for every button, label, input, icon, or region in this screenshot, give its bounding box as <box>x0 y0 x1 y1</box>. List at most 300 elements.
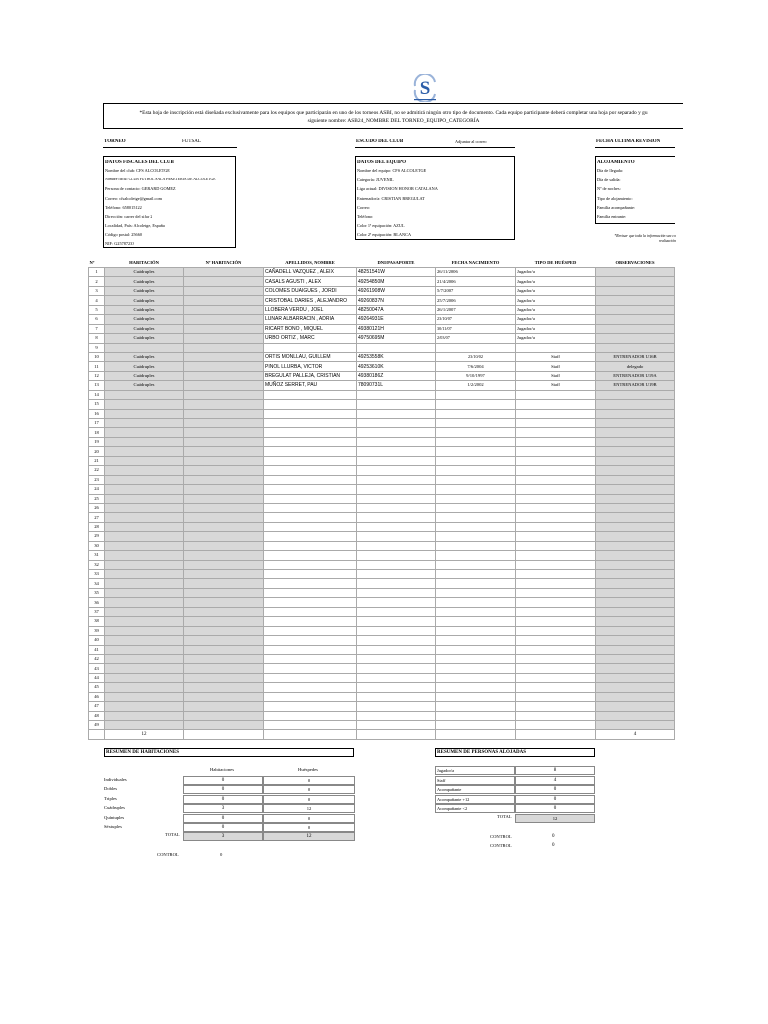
room-number-cell[interactable] <box>184 362 264 371</box>
room-number-cell[interactable] <box>184 664 264 673</box>
guest-id-cell[interactable] <box>357 588 436 597</box>
room-type-cell[interactable] <box>105 532 184 541</box>
notes-cell[interactable] <box>596 683 675 692</box>
room-type-cell[interactable] <box>105 456 184 465</box>
guest-type-cell[interactable]: Jugador/a <box>516 315 596 324</box>
room-type-cell[interactable] <box>105 579 184 588</box>
guest-id-cell[interactable]: 49254850M <box>357 277 436 286</box>
guest-id-cell[interactable] <box>357 579 436 588</box>
room-type-cell[interactable]: Cuádruples <box>105 381 184 390</box>
notes-cell[interactable] <box>596 522 675 531</box>
guest-id-cell[interactable] <box>357 494 436 503</box>
room-number-cell[interactable] <box>184 428 264 437</box>
room-type-cell[interactable] <box>105 541 184 550</box>
guest-id-cell[interactable] <box>357 702 436 711</box>
birthdate-cell[interactable] <box>436 513 516 522</box>
guest-type-cell[interactable] <box>516 654 596 663</box>
guest-type-cell[interactable] <box>516 721 596 730</box>
row-number-cell[interactable]: 13 <box>89 381 105 390</box>
guest-id-cell[interactable] <box>357 673 436 682</box>
guest-type-cell[interactable] <box>516 409 596 418</box>
guest-type-cell[interactable] <box>516 475 596 484</box>
birthdate-cell[interactable] <box>436 522 516 531</box>
guest-name-cell[interactable] <box>264 598 357 607</box>
guest-name-cell[interactable] <box>264 626 357 635</box>
guest-type-cell[interactable]: Jugador/a <box>516 334 596 343</box>
notes-cell[interactable] <box>596 702 675 711</box>
room-type-cell[interactable]: Cuádruples <box>105 324 184 333</box>
notes-cell[interactable] <box>596 343 675 352</box>
guest-name-cell[interactable] <box>264 551 357 560</box>
guest-name-cell[interactable] <box>264 513 357 522</box>
room-type-cell[interactable] <box>105 409 184 418</box>
room-number-cell[interactable] <box>184 560 264 569</box>
guest-id-cell[interactable] <box>357 551 436 560</box>
guest-type-cell[interactable] <box>516 485 596 494</box>
guest-name-cell[interactable] <box>264 466 357 475</box>
notes-cell[interactable] <box>596 494 675 503</box>
room-number-cell[interactable] <box>184 343 264 352</box>
row-number-cell[interactable]: 5 <box>89 305 105 314</box>
room-number-cell[interactable] <box>184 334 264 343</box>
room-type-cell[interactable] <box>105 636 184 645</box>
room-number-cell[interactable] <box>184 324 264 333</box>
notes-cell[interactable] <box>596 466 675 475</box>
guest-id-cell[interactable] <box>357 437 436 446</box>
room-type-cell[interactable] <box>105 513 184 522</box>
room-type-cell[interactable] <box>105 702 184 711</box>
birthdate-cell[interactable]: 23/10/02 <box>436 352 516 361</box>
birthdate-cell[interactable] <box>436 570 516 579</box>
birthdate-cell[interactable]: 1/2/2002 <box>436 381 516 390</box>
guest-name-cell[interactable] <box>264 617 357 626</box>
notes-cell[interactable] <box>596 692 675 701</box>
guest-type-cell[interactable] <box>516 702 596 711</box>
room-number-cell[interactable] <box>184 485 264 494</box>
notes-cell[interactable] <box>596 598 675 607</box>
notes-cell[interactable] <box>596 617 675 626</box>
room-number-cell[interactable] <box>184 447 264 456</box>
birthdate-cell[interactable] <box>436 721 516 730</box>
guest-type-cell[interactable] <box>516 607 596 616</box>
birthdate-cell[interactable]: 25/7/2006 <box>436 296 516 305</box>
room-type-cell[interactable]: Cuádruples <box>105 277 184 286</box>
guest-name-cell[interactable] <box>264 390 357 399</box>
guest-id-cell[interactable] <box>357 475 436 484</box>
room-type-cell[interactable]: Cuádruples <box>105 296 184 305</box>
row-number-cell[interactable]: 10 <box>89 352 105 361</box>
room-type-cell[interactable] <box>105 664 184 673</box>
birthdate-cell[interactable] <box>436 485 516 494</box>
guest-type-cell[interactable]: Staff <box>516 371 596 380</box>
notes-cell[interactable] <box>596 664 675 673</box>
notes-cell[interactable] <box>596 551 675 560</box>
guest-type-cell[interactable] <box>516 626 596 635</box>
guest-id-cell[interactable]: 49750695M <box>357 334 436 343</box>
guest-name-cell[interactable] <box>264 409 357 418</box>
guest-type-cell[interactable] <box>516 570 596 579</box>
guest-id-cell[interactable]: 49261908W <box>357 286 436 295</box>
room-type-cell[interactable] <box>105 570 184 579</box>
room-type-cell[interactable] <box>105 428 184 437</box>
guest-type-cell[interactable] <box>516 617 596 626</box>
guest-id-cell[interactable] <box>357 598 436 607</box>
birthdate-cell[interactable] <box>436 466 516 475</box>
guest-type-cell[interactable]: Jugador/a <box>516 305 596 314</box>
room-type-cell[interactable] <box>105 626 184 635</box>
birthdate-cell[interactable] <box>436 579 516 588</box>
birthdate-cell[interactable] <box>436 390 516 399</box>
notes-cell[interactable]: ENTRENADOR U19A <box>596 371 675 380</box>
guest-type-cell[interactable] <box>516 673 596 682</box>
guest-id-cell[interactable]: 48250047A <box>357 305 436 314</box>
room-number-cell[interactable] <box>184 419 264 428</box>
notes-cell[interactable] <box>596 268 675 277</box>
notes-cell[interactable] <box>596 626 675 635</box>
room-type-cell[interactable] <box>105 466 184 475</box>
guest-type-cell[interactable] <box>516 522 596 531</box>
guest-name-cell[interactable]: BREGULAT PALLEJA, CRISTIAN <box>264 371 357 380</box>
guest-id-cell[interactable] <box>357 541 436 550</box>
guest-name-cell[interactable] <box>264 475 357 484</box>
guest-name-cell[interactable] <box>264 673 357 682</box>
row-number-cell[interactable]: 2 <box>89 277 105 286</box>
guest-id-cell[interactable] <box>357 409 436 418</box>
torneo-value[interactable]: FUTSAL <box>182 139 201 144</box>
guest-id-cell[interactable] <box>357 419 436 428</box>
guest-name-cell[interactable]: URBO ORTIZ , MARC <box>264 334 357 343</box>
guest-name-cell[interactable]: LLOBERA VERDU , JOEL <box>264 305 357 314</box>
guest-id-cell[interactable] <box>357 654 436 663</box>
notes-cell[interactable] <box>596 607 675 616</box>
notes-cell[interactable] <box>596 588 675 597</box>
birthdate-cell[interactable] <box>436 617 516 626</box>
room-type-cell[interactable] <box>105 494 184 503</box>
guest-name-cell[interactable] <box>264 437 357 446</box>
notes-cell[interactable] <box>596 305 675 314</box>
guest-id-cell[interactable] <box>357 692 436 701</box>
notes-cell[interactable] <box>596 541 675 550</box>
room-number-cell[interactable] <box>184 475 264 484</box>
room-number-cell[interactable] <box>184 513 264 522</box>
room-type-cell[interactable] <box>105 419 184 428</box>
room-type-cell[interactable] <box>105 503 184 512</box>
room-type-cell[interactable] <box>105 343 184 352</box>
guest-type-cell[interactable]: Staff <box>516 352 596 361</box>
room-type-cell[interactable]: Cuádruples <box>105 371 184 380</box>
guest-type-cell[interactable] <box>516 532 596 541</box>
birthdate-cell[interactable] <box>436 636 516 645</box>
guest-type-cell[interactable] <box>516 636 596 645</box>
room-number-cell[interactable] <box>184 315 264 324</box>
room-number-cell[interactable] <box>184 721 264 730</box>
guest-name-cell[interactable]: RICART BONO , MIQUEL <box>264 324 357 333</box>
guest-type-cell[interactable] <box>516 683 596 692</box>
guest-id-cell[interactable] <box>357 607 436 616</box>
room-type-cell[interactable] <box>105 654 184 663</box>
guest-type-cell[interactable]: Jugador/a <box>516 277 596 286</box>
notes-cell[interactable] <box>596 560 675 569</box>
guest-name-cell[interactable] <box>264 645 357 654</box>
guest-name-cell[interactable] <box>264 683 357 692</box>
room-number-cell[interactable] <box>184 390 264 399</box>
row-number-cell[interactable]: 3 <box>89 286 105 295</box>
guest-type-cell[interactable]: Jugador/a <box>516 286 596 295</box>
guest-id-cell[interactable] <box>357 532 436 541</box>
birthdate-cell[interactable]: 9/10/1997 <box>436 371 516 380</box>
guest-id-cell[interactable] <box>357 485 436 494</box>
guest-id-cell[interactable]: 49253610K <box>357 362 436 371</box>
guest-id-cell[interactable] <box>357 683 436 692</box>
guest-id-cell[interactable] <box>357 447 436 456</box>
room-number-cell[interactable] <box>184 579 264 588</box>
guest-type-cell[interactable] <box>516 513 596 522</box>
room-type-cell[interactable] <box>105 475 184 484</box>
room-number-cell[interactable] <box>184 268 264 277</box>
row-number-cell[interactable]: 9 <box>89 343 105 352</box>
birthdate-cell[interactable] <box>436 664 516 673</box>
guest-name-cell[interactable] <box>264 654 357 663</box>
notes-cell[interactable] <box>596 324 675 333</box>
birthdate-cell[interactable] <box>436 654 516 663</box>
guest-id-cell[interactable] <box>357 626 436 635</box>
guest-id-cell[interactable] <box>357 636 436 645</box>
guest-name-cell[interactable]: LUNAR ALBARRACIN , ADRIA <box>264 315 357 324</box>
notes-cell[interactable] <box>596 654 675 663</box>
notes-cell[interactable]: ENTRENADOR U19B <box>596 381 675 390</box>
notes-cell[interactable] <box>596 673 675 682</box>
room-number-cell[interactable] <box>184 692 264 701</box>
birthdate-cell[interactable] <box>436 560 516 569</box>
room-number-cell[interactable] <box>184 503 264 512</box>
notes-cell[interactable] <box>596 437 675 446</box>
birthdate-cell[interactable]: 26/11/2006 <box>436 268 516 277</box>
room-number-cell[interactable] <box>184 277 264 286</box>
birthdate-cell[interactable] <box>436 532 516 541</box>
row-number-cell[interactable]: 11 <box>89 362 105 371</box>
birthdate-cell[interactable] <box>436 626 516 635</box>
guest-name-cell[interactable] <box>264 522 357 531</box>
birthdate-cell[interactable] <box>436 702 516 711</box>
notes-cell[interactable] <box>596 636 675 645</box>
room-type-cell[interactable] <box>105 447 184 456</box>
birthdate-cell[interactable]: 21/4/2006 <box>436 277 516 286</box>
birthdate-cell[interactable] <box>436 400 516 409</box>
guest-id-cell[interactable] <box>357 570 436 579</box>
guest-id-cell[interactable] <box>357 664 436 673</box>
birthdate-cell[interactable] <box>436 409 516 418</box>
guest-type-cell[interactable]: Jugador/a <box>516 268 596 277</box>
room-number-cell[interactable] <box>184 400 264 409</box>
room-type-cell[interactable] <box>105 711 184 720</box>
room-type-cell[interactable]: Cuádruples <box>105 286 184 295</box>
birthdate-cell[interactable] <box>436 551 516 560</box>
room-number-cell[interactable] <box>184 598 264 607</box>
guest-name-cell[interactable]: MUÑOZ SERRET, PAU <box>264 381 357 390</box>
birthdate-cell[interactable] <box>436 428 516 437</box>
room-type-cell[interactable] <box>105 721 184 730</box>
guest-name-cell[interactable]: CAÑADELL VAZQUEZ , ALEIX <box>264 268 357 277</box>
notes-cell[interactable] <box>596 400 675 409</box>
room-type-cell[interactable] <box>105 400 184 409</box>
row-number-cell[interactable]: 8 <box>89 334 105 343</box>
guest-type-cell[interactable] <box>516 692 596 701</box>
room-number-cell[interactable] <box>184 617 264 626</box>
birthdate-cell[interactable] <box>436 456 516 465</box>
notes-cell[interactable] <box>596 645 675 654</box>
guest-id-cell[interactable] <box>357 617 436 626</box>
room-number-cell[interactable] <box>184 711 264 720</box>
room-type-cell[interactable] <box>105 683 184 692</box>
guest-name-cell[interactable] <box>264 588 357 597</box>
guest-type-cell[interactable] <box>516 560 596 569</box>
guest-type-cell[interactable]: Jugador/a <box>516 324 596 333</box>
guest-name-cell[interactable] <box>264 343 357 352</box>
guest-type-cell[interactable] <box>516 447 596 456</box>
room-number-cell[interactable] <box>184 522 264 531</box>
notes-cell[interactable] <box>596 456 675 465</box>
guest-id-cell[interactable]: 49253558K <box>357 352 436 361</box>
guest-name-cell[interactable]: ORTIS MONLLAU, GUILLEM <box>264 352 357 361</box>
notes-cell[interactable] <box>596 334 675 343</box>
guest-name-cell[interactable] <box>264 485 357 494</box>
guest-name-cell[interactable] <box>264 702 357 711</box>
room-number-cell[interactable] <box>184 466 264 475</box>
guest-type-cell[interactable] <box>516 551 596 560</box>
birthdate-cell[interactable]: 26/1/2007 <box>436 305 516 314</box>
guest-name-cell[interactable] <box>264 532 357 541</box>
escudo-value[interactable]: Adjuntar al correo <box>455 140 487 144</box>
notes-cell[interactable] <box>596 419 675 428</box>
guest-type-cell[interactable] <box>516 541 596 550</box>
guest-id-cell[interactable] <box>357 343 436 352</box>
guest-type-cell[interactable]: Staff <box>516 381 596 390</box>
birthdate-cell[interactable] <box>436 711 516 720</box>
notes-cell[interactable] <box>596 409 675 418</box>
birthdate-cell[interactable] <box>436 541 516 550</box>
room-number-cell[interactable] <box>184 607 264 616</box>
room-number-cell[interactable] <box>184 352 264 361</box>
room-number-cell[interactable] <box>184 371 264 380</box>
room-number-cell[interactable] <box>184 305 264 314</box>
guest-type-cell[interactable] <box>516 494 596 503</box>
room-type-cell[interactable] <box>105 645 184 654</box>
guest-id-cell[interactable] <box>357 466 436 475</box>
birthdate-cell[interactable] <box>436 588 516 597</box>
notes-cell[interactable] <box>596 513 675 522</box>
guest-name-cell[interactable]: CRISTOBAL DARIES , ALEJANDRO <box>264 296 357 305</box>
room-type-cell[interactable]: Cuádruples <box>105 362 184 371</box>
notes-cell[interactable] <box>596 711 675 720</box>
birthdate-cell[interactable]: 30/11/07 <box>436 324 516 333</box>
guest-name-cell[interactable] <box>264 721 357 730</box>
guest-type-cell[interactable] <box>516 456 596 465</box>
room-type-cell[interactable] <box>105 598 184 607</box>
room-number-cell[interactable] <box>184 570 264 579</box>
room-number-cell[interactable] <box>184 551 264 560</box>
row-number-cell[interactable]: 7 <box>89 324 105 333</box>
guest-name-cell[interactable]: COLOMES DUAIGUES , JORDI <box>264 286 357 295</box>
room-number-cell[interactable] <box>184 645 264 654</box>
row-number-cell[interactable]: 1 <box>89 268 105 277</box>
birthdate-cell[interactable]: 5/7/2007 <box>436 286 516 295</box>
room-number-cell[interactable] <box>184 683 264 692</box>
guest-name-cell[interactable] <box>264 447 357 456</box>
guest-type-cell[interactable] <box>516 437 596 446</box>
room-number-cell[interactable] <box>184 437 264 446</box>
room-number-cell[interactable] <box>184 541 264 550</box>
birthdate-cell[interactable] <box>436 437 516 446</box>
guest-type-cell[interactable]: Staff <box>516 362 596 371</box>
guest-name-cell[interactable] <box>264 400 357 409</box>
guest-id-cell[interactable] <box>357 522 436 531</box>
guest-name-cell[interactable] <box>264 419 357 428</box>
guest-id-cell[interactable] <box>357 503 436 512</box>
guest-name-cell[interactable]: CASALS AGUSTI , ALEX <box>264 277 357 286</box>
guest-type-cell[interactable] <box>516 400 596 409</box>
guest-id-cell[interactable]: 49380121H <box>357 324 436 333</box>
room-number-cell[interactable] <box>184 381 264 390</box>
room-type-cell[interactable]: Cuádruples <box>105 352 184 361</box>
guest-id-cell[interactable] <box>357 400 436 409</box>
guest-id-cell[interactable] <box>357 390 436 399</box>
room-type-cell[interactable] <box>105 437 184 446</box>
notes-cell[interactable] <box>596 721 675 730</box>
notes-cell[interactable]: delegado <box>596 362 675 371</box>
room-type-cell[interactable] <box>105 560 184 569</box>
guest-type-cell[interactable] <box>516 503 596 512</box>
guest-type-cell[interactable] <box>516 390 596 399</box>
room-number-cell[interactable] <box>184 588 264 597</box>
room-type-cell[interactable] <box>105 485 184 494</box>
guest-type-cell[interactable]: Jugador/a <box>516 296 596 305</box>
notes-cell[interactable] <box>596 390 675 399</box>
room-type-cell[interactable] <box>105 607 184 616</box>
notes-cell[interactable]: ENTRENADOR U16B <box>596 352 675 361</box>
birthdate-cell[interactable] <box>436 692 516 701</box>
birthdate-cell[interactable] <box>436 447 516 456</box>
notes-cell[interactable] <box>596 503 675 512</box>
guest-id-cell[interactable] <box>357 645 436 654</box>
birthdate-cell[interactable] <box>436 503 516 512</box>
guest-name-cell[interactable] <box>264 428 357 437</box>
notes-cell[interactable] <box>596 315 675 324</box>
guest-type-cell[interactable] <box>516 343 596 352</box>
notes-cell[interactable] <box>596 428 675 437</box>
room-type-cell[interactable] <box>105 692 184 701</box>
guest-id-cell[interactable]: 48251541W <box>357 268 436 277</box>
guest-id-cell[interactable] <box>357 711 436 720</box>
guest-name-cell[interactable] <box>264 692 357 701</box>
guest-type-cell[interactable] <box>516 598 596 607</box>
room-number-cell[interactable] <box>184 286 264 295</box>
row-number-cell[interactable]: 4 <box>89 296 105 305</box>
guest-type-cell[interactable] <box>516 711 596 720</box>
birthdate-cell[interactable]: 23/10/07 <box>436 315 516 324</box>
room-number-cell[interactable] <box>184 626 264 635</box>
guest-name-cell[interactable] <box>264 607 357 616</box>
room-number-cell[interactable] <box>184 702 264 711</box>
room-number-cell[interactable] <box>184 296 264 305</box>
guest-name-cell[interactable] <box>264 570 357 579</box>
birthdate-cell[interactable]: 2/03/07 <box>436 334 516 343</box>
birthdate-cell[interactable] <box>436 343 516 352</box>
guest-name-cell[interactable] <box>264 560 357 569</box>
notes-cell[interactable] <box>596 485 675 494</box>
room-type-cell[interactable]: Cuádruples <box>105 315 184 324</box>
room-number-cell[interactable] <box>184 409 264 418</box>
notes-cell[interactable] <box>596 532 675 541</box>
